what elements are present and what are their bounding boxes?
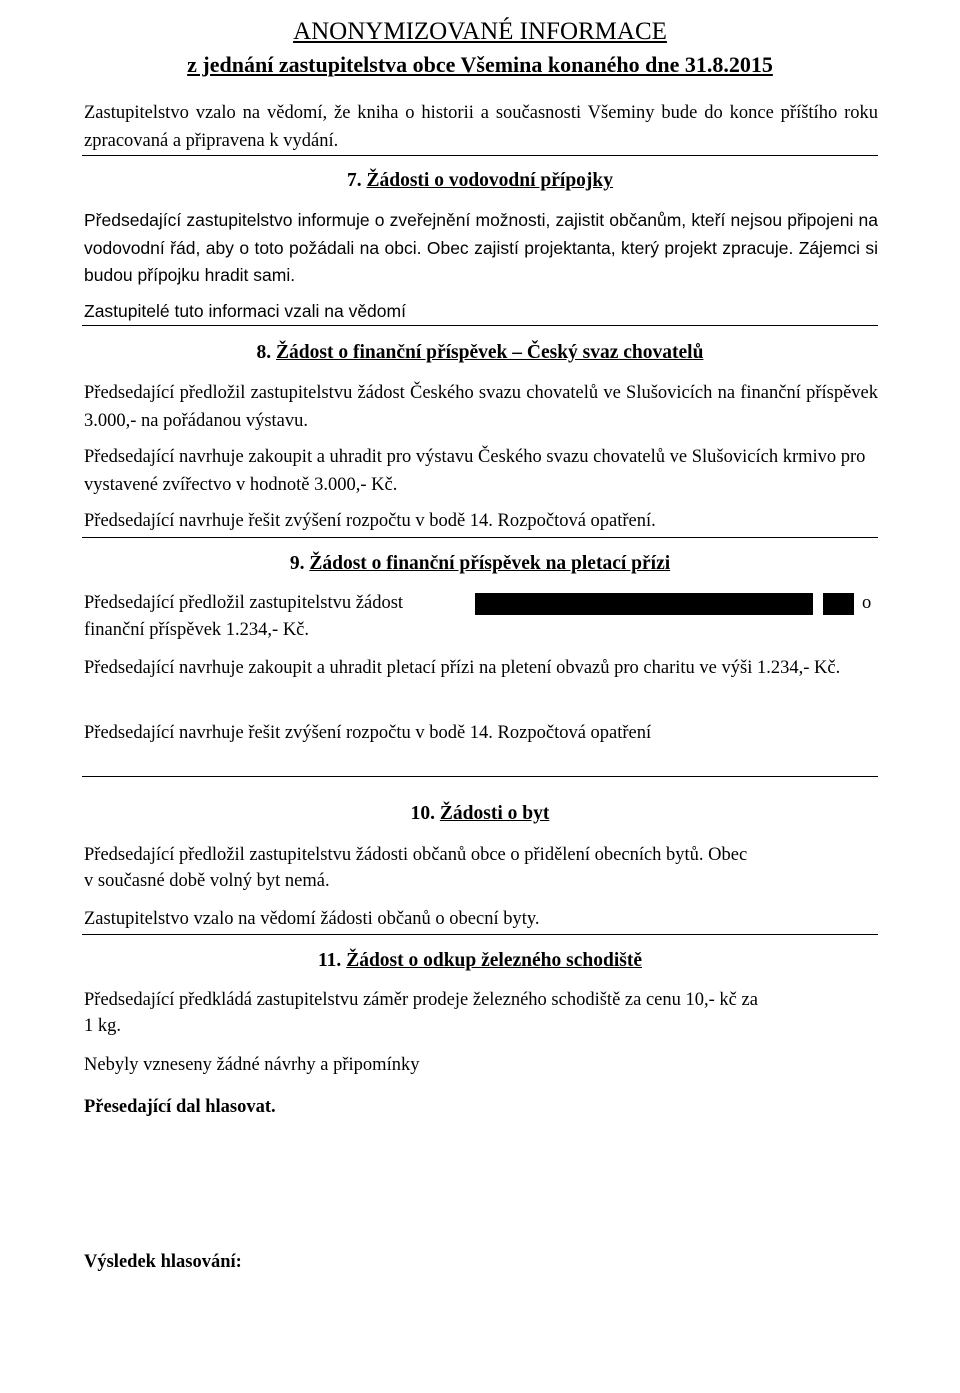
divider — [82, 155, 878, 156]
section-11-paragraph-3: Přesedající dal hlasovat. — [84, 1097, 276, 1117]
section-9-heading — [0, 553, 960, 575]
section-10-title: Žádosti o byt — [439, 803, 550, 824]
section-9-number: 9. — [289, 553, 305, 574]
section-7-number: 7. — [346, 170, 362, 191]
redaction-bar — [475, 593, 813, 615]
section-10-paragraph-1-line-1: Předsedající předložil zastupitelstvu žádosti občanů obce o přidělení obecních bytů. Obec — [84, 845, 748, 865]
section-11-paragraph-2: Nebyly vzneseny žádné návrhy a připomínky — [84, 1055, 420, 1075]
redaction-bar — [823, 593, 854, 615]
section-9-paragraph-1-line-2: finanční příspěvek 1.234,- Kč. — [84, 620, 310, 640]
section-9-paragraph-1-end: o — [862, 593, 872, 613]
section-9-paragraph-2: Předsedající navrhuje zakoupit a uhradit pletací přízi na pletení obvazů pro charitu ve výši 1.234,- Kč. — [84, 658, 841, 678]
section-10-paragraph-2: Zastupitelstvo vzalo na vědomí žádosti občanů o obecní byty. — [84, 909, 540, 929]
document-title: ANONYMIZOVANÉ INFORMACE — [293, 18, 667, 45]
section-9-paragraph-3: Předsedající navrhuje řešit zvýšení rozpočtu v bodě 14. Rozpočtová opatření — [84, 723, 652, 743]
vote-result-label: Výsledek hlasování: — [84, 1252, 242, 1272]
section-11-paragraph-1-line-1: Předsedající předkládá zastupitelstvu záměr prodeje železného schodiště za cenu 10,- kč za — [84, 990, 758, 1010]
section-7-paragraph-1: Předsedající zastupitelstvo informuje o zveřejnění možnosti, zajistit občanům, kteří nejsou připojeni na vodovodní řád, aby o toto požádali na obci. Obec zajistí projektanta, který projekt zpracuje. Zájemci si budou přípojku hradit sami. — [84, 210, 878, 285]
section-8-paragraph-1: Předsedající předložil zastupitelstvu žádost Českého svazu chovatelů ve Slušovicích na finanční příspěvek 3.000,- na pořádanou výstavu. — [84, 383, 878, 431]
section-11-heading — [0, 950, 960, 972]
section-8-paragraph-2: Předsedající navrhuje zakoupit a uhradit pro výstavu Českého svazu chovatelů ve Slušovicích krmivo pro vystavené zvířectvo v hodnotě 3.000,- Kč. — [84, 447, 866, 495]
section-10-number: 10. — [410, 803, 436, 824]
section-11-paragraph-1-line-2: 1 kg. — [84, 1016, 121, 1036]
section-8-heading — [0, 342, 960, 364]
section-7-heading — [0, 170, 960, 192]
section-10-heading — [0, 803, 960, 825]
intro-paragraph: Zastupitelstvo vzalo na vědomí, že kniha o historii a současnosti Všeminy bude do konce příštího roku zpracovaná a připravena k vydání. — [84, 103, 878, 151]
section-7-paragraph-2: Zastupitelé tuto informaci vzali na vědomí — [84, 301, 406, 321]
section-10-paragraph-1-line-2: v současné době volný byt nemá. — [84, 871, 330, 891]
section-8-paragraph-3: Předsedající navrhuje řešit zvýšení rozpočtu v bodě 14. Rozpočtová opatření. — [84, 511, 656, 531]
section-9-paragraph-1-start: Předsedající předložil zastupitelstvu žádost — [84, 593, 404, 613]
divider — [82, 537, 878, 538]
divider — [82, 325, 878, 326]
divider — [82, 934, 878, 935]
section-7-title: Žádosti o vodovodní přípojky — [366, 170, 614, 191]
section-8-number: 8. — [256, 342, 272, 363]
divider — [82, 776, 878, 777]
document-subtitle: z jednání zastupitelstva obce Všemina konaného dne 31.8.2015 — [187, 52, 773, 77]
section-11-number: 11. — [318, 950, 342, 971]
section-8-title: Žádost o finanční příspěvek – Český svaz chovatelů — [276, 342, 704, 363]
section-9-title: Žádost o finanční příspěvek na pletací přízi — [309, 553, 671, 574]
section-11-title: Žádost o odkup železného schodiště — [346, 950, 642, 971]
